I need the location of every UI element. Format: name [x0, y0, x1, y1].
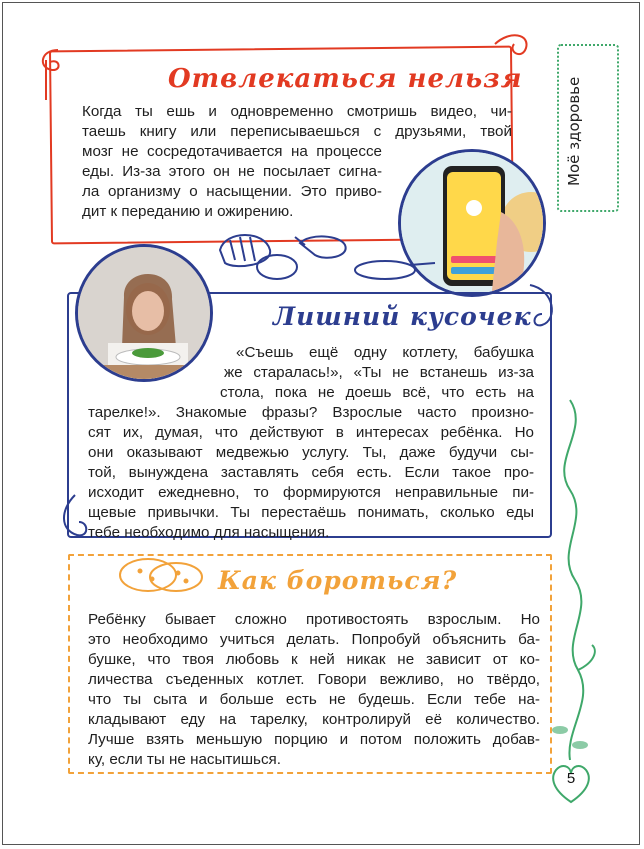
section-1-line: мозг не сосредотачивается на процессе [82, 143, 382, 160]
section-3-line: Лучше взять меньшую порцию и потом положить добав- [88, 731, 540, 748]
section-1-title: Отвлекаться нельзя [168, 64, 523, 94]
section-2-line: тарелке!». Знакомые фразы? Взрослые часто произно- [88, 404, 534, 421]
section-2-line: той, вынуждена заставлять себя есть. Если такое про- [88, 464, 534, 481]
side-tab-label: Моё здоровье [565, 76, 583, 186]
cookies-sketch-icon [118, 553, 208, 597]
section-2-text [88, 343, 534, 543]
section-3-line: это необходимо учиться делать. Попробуй объяснить ба- [88, 631, 540, 648]
section-2-line: стола, пока не доешь всё, что есть на [220, 384, 534, 401]
section-3-line: личества съеденных котлет. Говори вежливо, но твёрдо, [88, 671, 540, 688]
section-2-title: Лишний кусочек [273, 302, 532, 331]
flourish-red-icon [30, 40, 80, 100]
section-1-line: дит к переданию и ожирению. [82, 203, 294, 220]
section-2-line: «Съешь ещё одну котлету, бабушка [236, 344, 534, 361]
section-3-line: бушке, что твоя любовь к ней никак не зависит от ко- [88, 651, 540, 668]
section-1-line: еды. Из-за этого он не посылает сигна- [82, 163, 382, 180]
section-3-line: что ты сыта и больше есть не будешь. Если тебе на- [88, 691, 540, 708]
section-3-title: Как бороться? [218, 566, 458, 595]
section-1-line: Когда ты ешь и одновременно смотришь видео, чи- [82, 103, 512, 120]
section-2-line: тебе необходимо для насыщения. [88, 524, 330, 541]
section-2-line: они оказывают медвежью услугу. Ты, даже будучи сы- [88, 444, 534, 461]
section-3-text [88, 610, 540, 770]
page-number: 5 [566, 770, 576, 787]
section-3-line: кладывают еду на тарелку, контролируй её количество. [88, 711, 540, 728]
section-1-line: таешь книгу или переписываешься с друзьями, твой [82, 123, 512, 140]
food-sketch-icon [215, 225, 445, 295]
section-2-line: щевые привычки. Ты перестаёшь понимать, сколько еды [88, 504, 534, 521]
section-2-line: же старалась!», «Ты не встанешь из-за [224, 364, 534, 381]
section-2-line: сят их, думая, что действуют в интересах ребёнка. Но [88, 424, 534, 441]
section-1-line: ла организму о насыщении. Это приво- [82, 183, 382, 200]
section-3-line: Ребёнку бывает сложно противостоять взрослым. Но [88, 611, 540, 628]
section-2-line: исходит ежедневно, то формируются неправильные пи- [88, 484, 534, 501]
section-3-line: ку, если ты не насытишься. [88, 751, 281, 768]
